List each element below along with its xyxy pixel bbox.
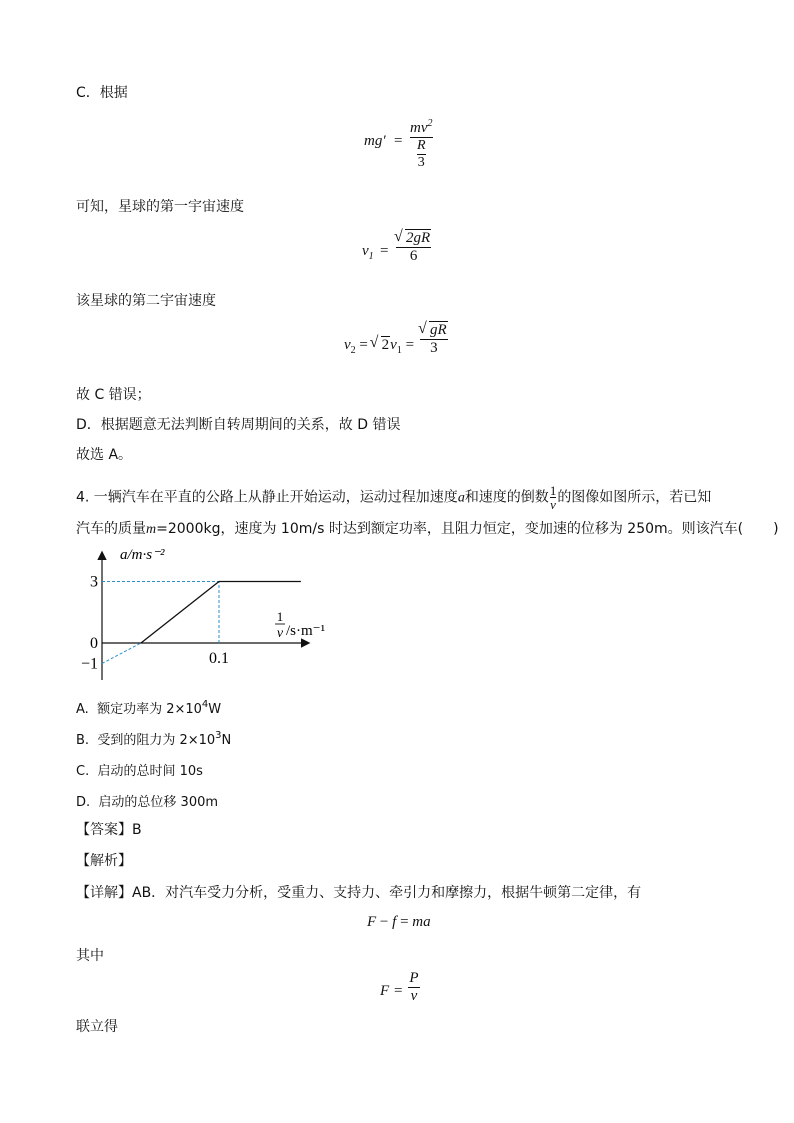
y-tick-label-1: 0 xyxy=(90,635,98,652)
first-cosmic-velocity-text: 可知，星球的第一宇宙速度 xyxy=(76,199,244,215)
x-tick-label-0: 0.1 xyxy=(209,650,229,667)
among-text: 其中 xyxy=(76,948,104,964)
acceleration-vs-inverse-velocity-chart xyxy=(76,545,336,685)
answer-label: 【答案】B xyxy=(76,822,142,838)
question4-line1: 4. 一辆汽车在平直的公路上从静止开始运动，运动过程加速度a和速度的倒数 $\frac{1}{v}$ 的图像如图所示，若已知 xyxy=(76,483,712,512)
option-d[interactable]: D. 启动的总位移 300m xyxy=(76,795,219,810)
x-axis-label-num: 1 xyxy=(276,609,284,624)
option-a[interactable]: A. 额定功率为 $2\times 10^4W$ xyxy=(76,699,222,717)
equation-mg-prime: mg′ = $mv^2$ $\frac{R}{3}$ xyxy=(364,118,433,170)
equation-v1: $v_1$ = √ 2gR 6 xyxy=(362,230,452,276)
equation-newton-second-law: F − f = ma xyxy=(367,914,431,930)
previous-answer: 故选 A。 xyxy=(76,447,133,463)
equation-f-equals-p-over-v: F = P v xyxy=(380,970,419,1004)
y-axis-label: a/m·s⁻² xyxy=(120,547,165,563)
equation-v2: $v_2$ = √ $2v_1$ = √ gR 3 xyxy=(344,322,464,368)
question4-line2: 汽车的质量m=2000kg，速度为 10m/s 时达到额定功率，且阻力恒定，变加速的位移为 250m。则该汽车( ) xyxy=(76,521,779,537)
option-c[interactable]: C. 启动的总时间 10s xyxy=(76,764,203,779)
combine-text: 联立得 xyxy=(76,1019,118,1035)
x-axis-label-den: v xyxy=(276,626,284,641)
y-tick-label-2: −1 xyxy=(80,655,98,673)
second-cosmic-velocity-text: 该星球的第二宇宙速度 xyxy=(76,293,216,309)
y-tick-label-0: 3 xyxy=(90,573,98,591)
series-1-segment-0 xyxy=(102,643,141,664)
section-d-text: D．根据题意无法判断自转周期间的关系，故 D 错误 xyxy=(76,417,401,433)
section-c-intro: C．根据 xyxy=(76,85,128,101)
series-0-segment-0 xyxy=(141,582,219,644)
analysis-label: 【解析】 xyxy=(76,853,132,869)
x-axis-label-unit: /s·m⁻¹ xyxy=(286,623,326,639)
option-b[interactable]: B. 受到的阻力为 $2\times 10^3N$ xyxy=(76,730,232,748)
section-c-conclusion: 故 C 错误； xyxy=(76,387,151,403)
detail-text: 【详解】AB．对汽车受力分析，受重力、支持力、牵引力和摩擦力，根据牛顿第二定律，有 xyxy=(76,885,642,901)
